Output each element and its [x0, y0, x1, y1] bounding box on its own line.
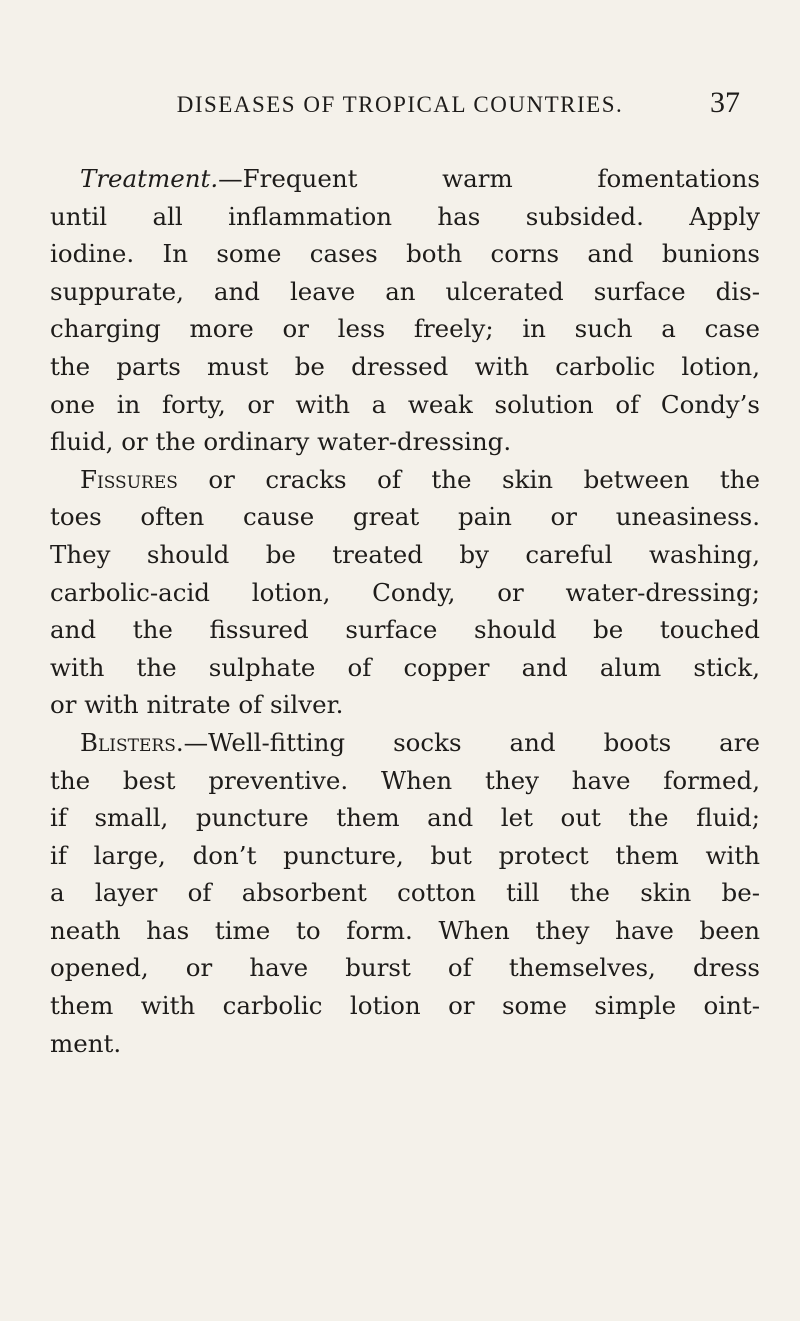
- paragraph-treatment: [50, 160, 760, 461]
- text-line: iodine. In some cases both corns and bunions: [50, 239, 760, 269]
- text-line: ment.: [50, 1028, 122, 1058]
- text-line: suppurate, and leave an ulcerated surface dis-: [50, 276, 760, 306]
- text-line: until all inflammation has subsided. Apply: [50, 201, 760, 231]
- text-line: them with carbolic lotion or some simple oint-: [50, 991, 760, 1021]
- text-line: [50, 160, 760, 198]
- text-line: if small, puncture them and let out the fluid;: [50, 803, 760, 833]
- page-number: 37: [710, 86, 740, 119]
- section-lead-smallcaps: Blisters.: [80, 727, 184, 757]
- line-text: or cracks of the skin between the: [177, 464, 760, 494]
- section-lead-italic: Treatment.: [80, 164, 219, 193]
- text-line: or with nitrate of silver.: [50, 690, 344, 720]
- text-line: the best preventive. When they have formed,: [50, 765, 760, 795]
- section-lead-smallcaps: Fissures: [80, 464, 178, 494]
- paragraph-blisters: [50, 724, 760, 1062]
- running-title: DISEASES OF TROPICAL COUNTRIES.: [176, 92, 624, 117]
- body-text: [50, 160, 760, 1062]
- text-line: and the fissured surface should be touched: [50, 615, 760, 645]
- text-line: opened, or have burst of themselves, dress: [50, 953, 760, 983]
- running-head: [60, 86, 740, 126]
- text-line: [50, 461, 760, 499]
- text-line: carbolic-acid lotion, Condy, or water-dressing;: [50, 577, 760, 607]
- text-line: one in forty, or with a weak solution of Condy’s: [50, 389, 760, 419]
- text-line: fluid, or the ordinary water-dressing.: [50, 427, 512, 457]
- text-line: charging more or less freely; in such a case: [50, 314, 760, 344]
- text-line: a layer of absorbent cotton till the skin be-: [50, 878, 760, 908]
- text-line: if large, don’t puncture, but protect them with: [50, 840, 760, 870]
- line-text: —Frequent warm fomentations: [218, 164, 760, 193]
- text-line: with the sulphate of copper and alum stick,: [50, 652, 760, 682]
- text-line: toes often cause great pain or uneasiness.: [50, 502, 760, 532]
- line-text: —Well-fitting socks and boots are: [183, 727, 760, 757]
- text-line: [50, 724, 760, 762]
- text-line: They should be treated by careful washing,: [50, 539, 760, 569]
- text-line: the parts must be dressed with carbolic lotion,: [50, 351, 760, 381]
- text-line: neath has time to form. When they have been: [50, 915, 760, 945]
- paragraph-fissures: [50, 461, 760, 724]
